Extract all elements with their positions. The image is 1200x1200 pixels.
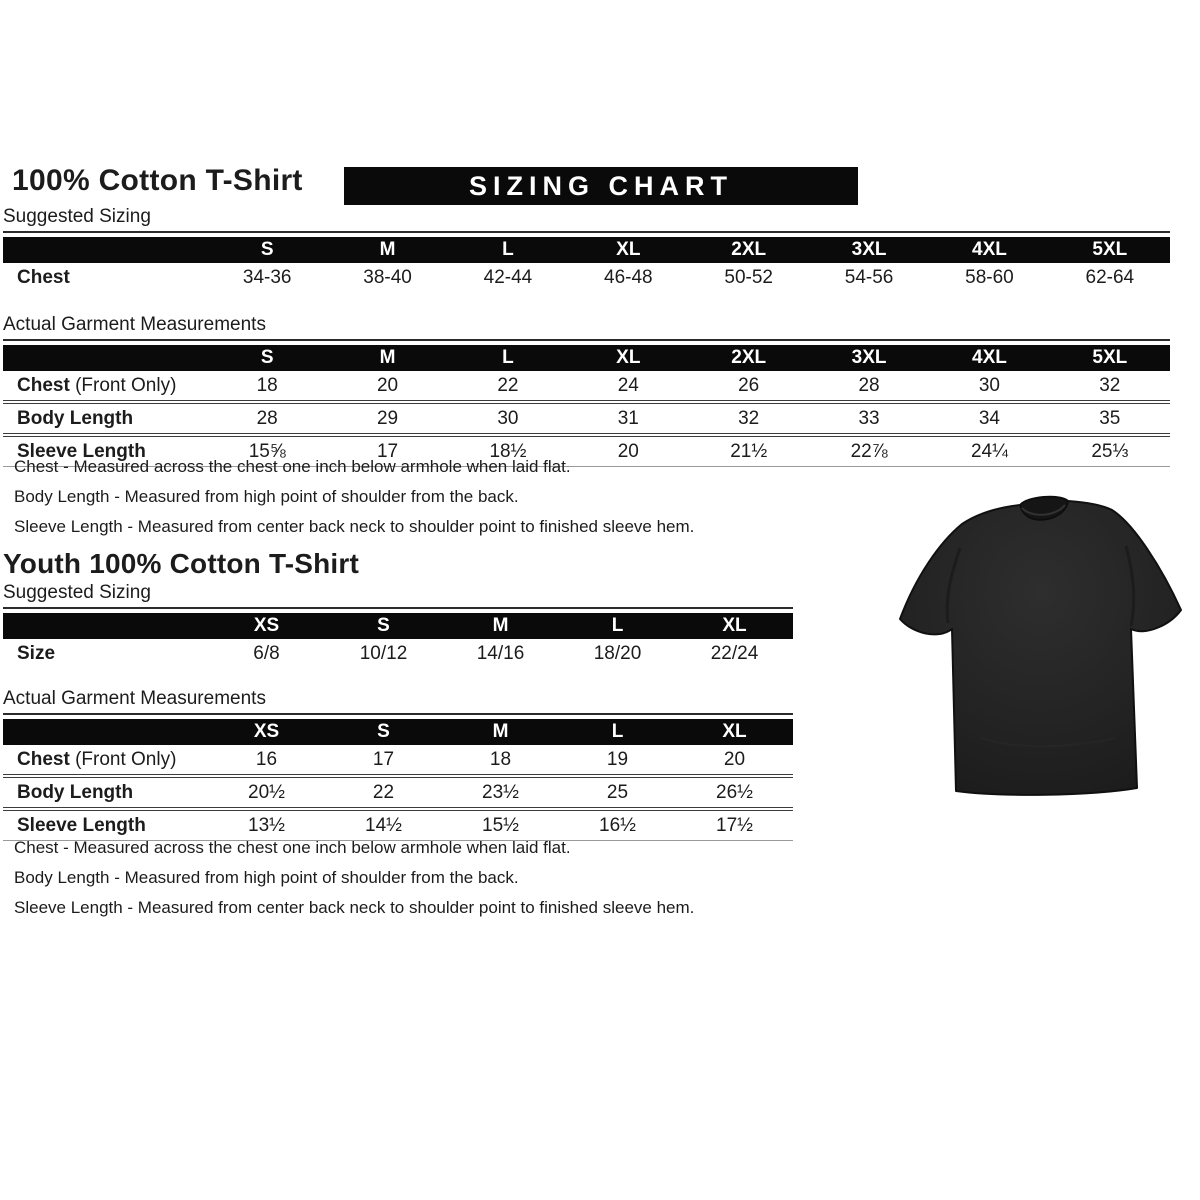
cell: 32	[1099, 374, 1121, 396]
column-header: S	[260, 239, 274, 260]
youth-suggested-header-row	[3, 613, 793, 639]
cell: 26½	[716, 781, 753, 803]
cell: 14/16	[476, 642, 525, 664]
page-title: 100% Cotton T-Shirt	[12, 164, 303, 197]
cell: 29	[376, 407, 399, 429]
measurement-note: Chest - Measured across the chest one inch below armhole when laid flat.	[14, 457, 571, 476]
cell: 14½	[365, 814, 402, 836]
cell: 15½	[482, 814, 519, 836]
measurement-note: Sleeve Length - Measured from center back neck to shoulder point to finished sleeve hem.	[14, 517, 695, 536]
column-header: S	[260, 347, 274, 368]
column-header: M	[492, 721, 509, 742]
row-label: Chest	[17, 266, 70, 288]
sizing-chart-banner-text: SIZING CHART	[469, 170, 733, 201]
column-header: XL	[616, 347, 641, 368]
row-label: Body Length	[17, 781, 134, 803]
cell: 13½	[248, 814, 285, 836]
column-header: 4XL	[972, 347, 1007, 368]
measurement-note: Body Length - Measured from high point of shoulder from the back.	[14, 487, 519, 506]
column-header: L	[502, 347, 514, 368]
cell: 22⅞	[850, 440, 888, 462]
cell: 6/8	[253, 642, 280, 664]
cell: 54-56	[844, 266, 894, 288]
adult-suggested-sizing-table	[3, 206, 1170, 292]
row-label: Size	[17, 642, 56, 664]
tshirt-photo	[890, 488, 1190, 818]
measurement-note: Sleeve Length - Measured from center back neck to shoulder point to finished sleeve hem.	[14, 898, 695, 917]
column-header: 2XL	[731, 347, 767, 368]
cell: 46-48	[604, 266, 653, 288]
youth-title: Youth 100% Cotton T-Shirt	[3, 548, 360, 579]
cell: 31	[617, 407, 639, 429]
cell: 30	[497, 407, 519, 429]
row-label: Sleeve Length	[17, 814, 146, 836]
column-header: XL	[722, 615, 747, 636]
table-row-size	[3, 639, 793, 668]
column-header: 3XL	[851, 239, 887, 260]
cell: 42-44	[483, 266, 533, 288]
cell: 17	[376, 440, 399, 462]
cell: 20	[723, 748, 746, 770]
cell: 30	[978, 374, 1000, 396]
cell: 24	[617, 374, 639, 396]
cell: 18	[489, 748, 512, 770]
table-row-chest	[3, 263, 1170, 292]
column-header: XS	[253, 721, 280, 742]
section-label-suggested-sizing: Suggested Sizing	[3, 206, 1170, 233]
column-header: S	[377, 615, 390, 636]
column-header: 5XL	[1092, 239, 1128, 260]
section-label-actual-measurements: Actual Garment Measurements	[3, 314, 1170, 341]
cell: 17	[372, 748, 395, 770]
column-header: 3XL	[851, 347, 887, 368]
sizing-chart-banner	[344, 167, 858, 205]
cell: 28	[858, 374, 880, 396]
column-header: 4XL	[972, 239, 1007, 260]
column-header: XS	[253, 615, 280, 636]
column-header: M	[379, 347, 396, 368]
adult-actual-measurements-table	[3, 314, 1170, 467]
cell: 20½	[248, 781, 285, 803]
cell: 26	[738, 374, 760, 396]
cell: 17½	[716, 814, 753, 836]
cell: 24¼	[970, 440, 1008, 462]
cell: 15⅝	[248, 440, 286, 462]
cell: 16½	[599, 814, 636, 836]
cell: 34	[978, 407, 1000, 429]
youth-actual-measurements-table	[3, 688, 793, 841]
cell: 10/12	[359, 642, 408, 664]
column-header: L	[502, 239, 514, 260]
column-header: S	[377, 721, 390, 742]
column-header: L	[611, 615, 624, 636]
table-row-body-length	[3, 400, 1170, 433]
tshirt-image	[890, 488, 1190, 818]
cell: 18½	[489, 440, 527, 462]
cell: 19	[606, 748, 629, 770]
table-row-chest-front-only	[3, 745, 793, 774]
cell: 16	[255, 748, 278, 770]
cell: 25⅓	[1091, 440, 1129, 462]
cell: 38-40	[363, 266, 412, 288]
cell: 20	[617, 440, 639, 462]
column-header: 2XL	[731, 239, 767, 260]
cell: 33	[858, 407, 880, 429]
column-header: 5XL	[1092, 347, 1128, 368]
youth-suggested-sizing-table	[3, 582, 793, 668]
row-label: Chest (Front Only)	[17, 748, 177, 770]
cell: 18/20	[593, 642, 642, 664]
measurement-note: Body Length - Measured from high point of shoulder from the back.	[14, 868, 519, 887]
adult-suggested-header-row	[3, 237, 1170, 263]
cell: 23½	[482, 781, 519, 803]
cell: 22	[497, 374, 519, 396]
measurement-note: Chest - Measured across the chest one inch below armhole when laid flat.	[14, 838, 571, 857]
adult-measurement-notes	[14, 452, 694, 542]
adult-actual-header-row	[3, 345, 1170, 371]
row-label: Body Length	[17, 407, 134, 429]
cell: 18	[256, 374, 278, 396]
cell: 62-64	[1085, 266, 1135, 288]
row-label: Chest (Front Only)	[17, 374, 177, 396]
youth-measurement-notes	[14, 833, 694, 923]
cell: 21½	[730, 440, 768, 462]
column-header: L	[611, 721, 624, 742]
cell: 34-36	[242, 266, 292, 288]
section-label-actual-measurements: Actual Garment Measurements	[3, 688, 793, 715]
row-label: Sleeve Length	[17, 440, 146, 462]
cell: 28	[256, 407, 278, 429]
column-header: XL	[722, 721, 747, 742]
cell: 35	[1099, 407, 1121, 429]
table-row-body-length	[3, 774, 793, 807]
cell: 58-60	[965, 266, 1014, 288]
cell: 50-52	[724, 266, 773, 288]
column-header: XL	[616, 239, 641, 260]
table-row-chest-front-only	[3, 371, 1170, 400]
youth-actual-header-row	[3, 719, 793, 745]
cell: 20	[376, 374, 399, 396]
cell: 25	[606, 781, 629, 803]
cell: 22/24	[710, 642, 759, 664]
cell: 32	[738, 407, 760, 429]
column-header: M	[379, 239, 396, 260]
cell: 22	[372, 781, 395, 803]
column-header: M	[492, 615, 509, 636]
section-label-suggested-sizing: Suggested Sizing	[3, 582, 793, 609]
